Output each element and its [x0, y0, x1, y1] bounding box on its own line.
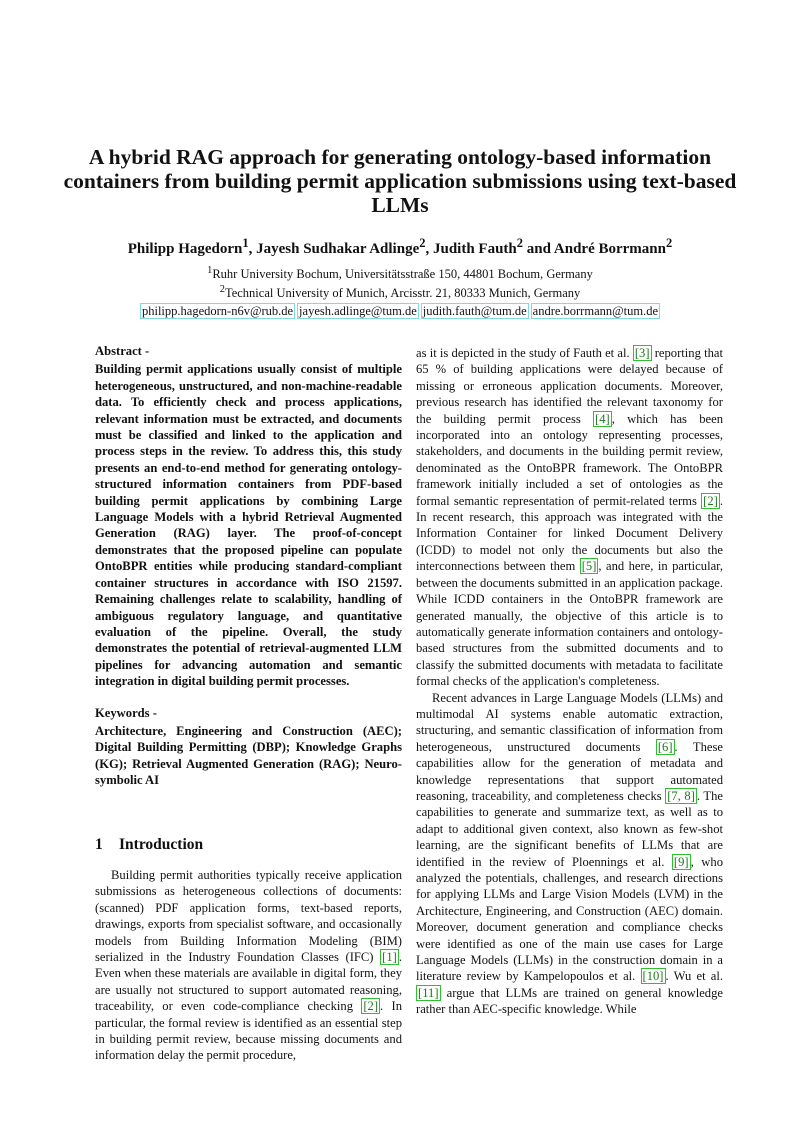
citation-link[interactable]: [6] — [657, 739, 673, 754]
text-run: , which has been incorporated into an ontology representing processes, stakeholders, and documents in the building permit review, denominated as the OntoBPR framework. The OntoBPR framework initially included a set of ontologies as the formal semantic representation of permit-related terms — [416, 411, 723, 508]
citation-link[interactable]: [5] — [581, 559, 597, 574]
text-run: . In particular, the formal review is identified as an essential step in building permit review, because missing documents and information delay the permit procedure, — [95, 999, 402, 1063]
citation-link[interactable]: [2] — [363, 999, 379, 1014]
text-run: . The capabilities to generate and summarize text, as well as to adapt to additional given context, also known as few-shot learning, are the significant benefits of LLMs that are identified in the review of Ploennings et al. — [416, 788, 723, 869]
author-affiliation-mark: 2 — [419, 236, 426, 250]
author-name: André Borrmann — [553, 241, 666, 257]
text-run: Recent advances in Large Language Models (LLMs) and multimodal AI systems enable automatic extraction, structuring, and semantic classification of information from heterogeneous, unstructured documents — [416, 690, 723, 754]
email-link[interactable]: judith.fauth@tum.de — [422, 304, 527, 318]
citation-link[interactable]: [10] — [642, 969, 664, 984]
section-number: 1 — [95, 835, 103, 853]
author-name: Judith Fauth — [432, 241, 517, 257]
abstract-text: Building permit applications usually consist of multiple heterogeneous, unstructured, and non-machine-readable data. To efficiently check and process applications, relevant information must be extracted, and documents must be classified and linked to the application and process steps in the review. To address this, this study presents an end-to-end method for generating ontology-structured information containers from PDF-based building permit applications by combining Large Language Models with a hybrid Retrieval Augmented Generation (RAG) layer. The proof-of-concept demonstrates that the proposed pipeline can populate OntoBPR entities while producing standard-compliant container structures in accordance with ISO 21597. Remaining challenges relate to scalability, handling of ambiguous regulatory language, and quantitative evaluation of the pipeline. Overall, the study demonstrates the potential of retrieval-augmented LLM pipelines for advancing automation and semantic integration in digital building permit processes. — [95, 362, 402, 689]
author-affiliation-mark: 1 — [242, 236, 249, 250]
paper-title: A hybrid RAG approach for generating ontology-based information containers from building permit application submissions using text-based LLMs — [63, 145, 737, 217]
paragraph — [416, 345, 723, 690]
author-list: Philipp Hagedorn$^1$, Jayesh Sudhakar Adlinge$^2$, Judith Fauth$^2$ and André Borrmann$^2$ — [127, 236, 673, 257]
text-run: reporting that 65 % of building applications were delayed because of missing or erroneous application documents. Moreover, previous research has identified the relevant taxonomy for the building permit process — [416, 346, 723, 426]
affiliation-text: Technical University of Munich, Arcisstr. 21, 80333 Munich, Germany — [224, 286, 581, 301]
section-heading — [95, 837, 402, 853]
citation-link[interactable]: [7, 8] — [667, 788, 695, 803]
citation-link[interactable]: [9] — [673, 854, 689, 869]
text-run: as it is depicted in the study of Fauth et al. — [416, 346, 633, 360]
paragraph — [95, 867, 402, 1064]
left-column — [95, 343, 402, 1064]
text-run: argue that LLMs are trained on general knowledge rather than AEC-specific knowledge. While — [416, 985, 723, 1017]
affiliation-number: 2 — [219, 284, 225, 296]
email-link[interactable]: philipp.hagedorn-n6v@rub.de — [141, 304, 294, 318]
email-link[interactable]: jayesh.adlinge@tum.de — [299, 304, 417, 318]
keywords-text: Architecture, Engineering and Construction (AEC); Digital Building Permitting (DBP); Knowledge Graphs (KG); Retrieval Augmented Generation (RAG); Neuro-symbolic AI — [95, 723, 402, 788]
abstract-heading: Abstract - — [95, 344, 150, 358]
affiliation-number: 1 — [207, 265, 213, 276]
citation-link[interactable]: [3] — [634, 346, 650, 360]
affiliations — [60, 263, 740, 301]
keywords-block — [95, 705, 402, 789]
section-title: Introduction — [119, 835, 204, 853]
email-link[interactable]: andre.borrmann@tum.de — [532, 304, 659, 318]
affiliation-text: Ruhr University Bochum, Universitätsstraße 150, 44801 Bochum, Germany — [212, 267, 593, 282]
author-affiliation-mark: 2 — [665, 236, 673, 250]
text-run: Building permit authorities typically receive application submissions as heterogeneous collections of documents: (scanned) PDF application forms, text-based reports, drawings, exports from specialist software, and occasionally models from Building Information Modeling (BIM) serialized in the Industry Foundation Classes (IFC) — [95, 867, 402, 964]
affiliation-line — [60, 263, 740, 282]
text-run: , and here, in particular, between the documents submitted in an application package. While ICDD containers in the OntoBPR framework are generated manually, the objective of this article is to automatically generate information containers and ontology-based structures from the submitted documents and to classify the submitted documents with metadata to facilitate formal checks of the application's completeness. — [416, 559, 723, 689]
author-name: Jayesh Sudhakar Adlinge — [256, 241, 420, 257]
keywords-heading: Keywords - — [95, 705, 157, 720]
text-run: , who analyzed the potentials, challenges, and research directions for applying LLMs and Large Vision Models (LVM) in the Architecture, Engineering, and Construction (AEC) domain. Moreover, document generation and compliance checks were identified as one of the main use cases for Large Language Models (LLMs) in the construction domain in a literature review by Kampelopoulos et al. — [416, 854, 723, 984]
text-run: . These capabilities allow for the generation of metadata and knowledge representations that support automated reasoning, traceability, and completeness checks — [416, 739, 724, 803]
text-run: . Even when these materials are available in digital form, they are usually not structured to support automated reasoning, traceability, or even code-compliance checking — [95, 950, 402, 1014]
right-column — [416, 345, 723, 1018]
affiliation-line — [60, 282, 740, 301]
paragraph — [416, 690, 723, 1018]
citation-link[interactable]: [2] — [703, 493, 718, 508]
author-name: Philipp Hagedorn — [127, 241, 243, 257]
citation-link[interactable]: [1] — [382, 950, 397, 964]
email-list — [40, 303, 760, 319]
text-run: . In recent research, this approach was integrated with the Information Container for linked Document Delivery (ICDD) to model not only the documents but also the interconnections between them — [416, 493, 723, 574]
author-affiliation-mark: 2 — [516, 236, 524, 250]
citation-link[interactable]: [4] — [595, 411, 610, 426]
citation-link[interactable]: [11] — [418, 985, 439, 1000]
text-run: . Wu et al. — [665, 969, 723, 984]
